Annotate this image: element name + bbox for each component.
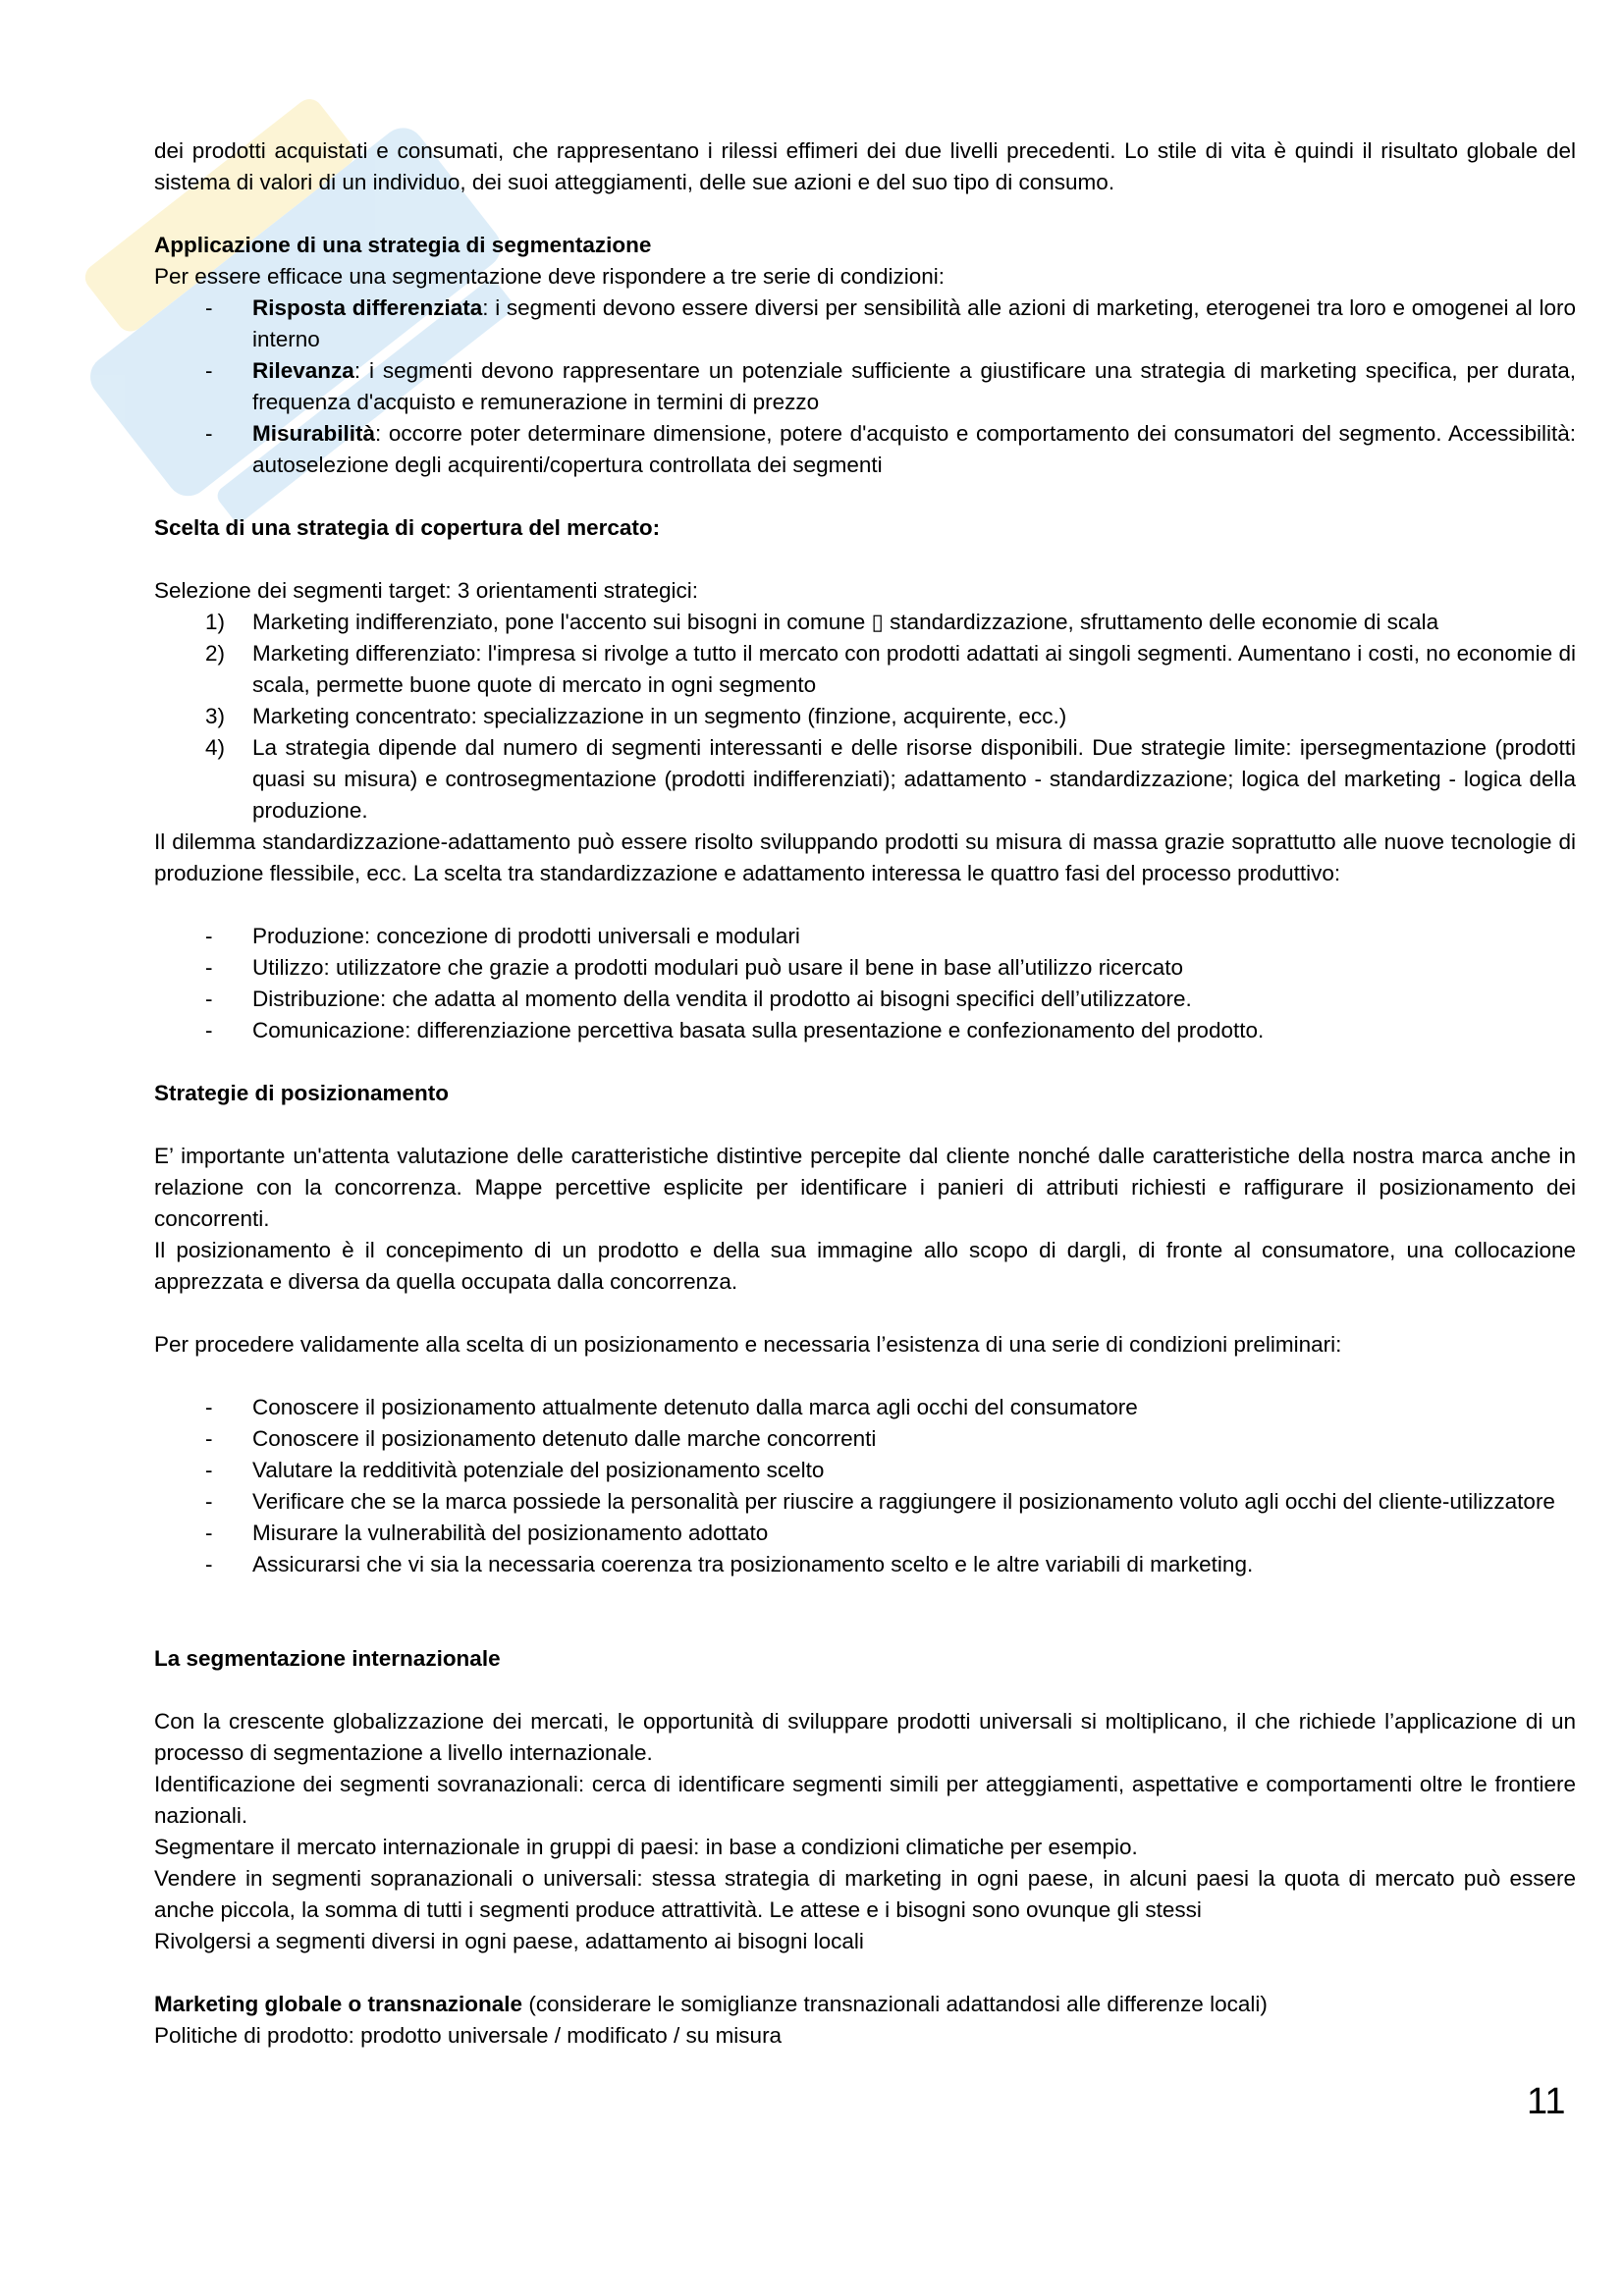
list-item: - Conoscere il posizionamento attualmente detenuto dalla marca agli occhi del consumatore [154,1392,1576,1423]
international-line: Segmentare il mercato internazionale in gruppi di paesi: in base a condizioni climatiche per esempio. [154,1835,1138,1859]
list-item: - Rilevanza: i segmenti devono rappresentare un potenziale sufficiente a giustificare una strategia di marketing specifica, per durata, frequenza d'acquisto e remunerazione in termini di prezzo [154,355,1576,418]
phases-list [154,921,1576,1046]
coverage-lead: Selezione dei segmenti target: 3 orientamenti strategici: [154,578,699,603]
strategies-list [154,607,1576,827]
preconditions-list [154,1392,1576,1580]
international-line: Identificazione dei segmenti sovranazionali: cerca di identificare segmenti simili per atteggiamenti, aspettative e comportamenti oltre le frontiere nazionali. [154,1772,1576,1828]
list-item: - Utilizzo: utilizzatore che grazie a prodotti modulari può usare il bene in base all’utilizzo ricercato [154,952,1576,984]
segmentation-lead: Per essere efficace una segmentazione deve rispondere a tre serie di condizioni: [154,264,946,289]
list-item: - Misurare la vulnerabilità del posizionamento adottato [154,1518,1576,1549]
intro-paragraph: dei prodotti acquistati e consumati, che rappresentano i rilessi effimeri dei due livelli precedenti. Lo stile di vita è quindi il risultato globale del sistema di valori di un individuo, dei suoi atteggiamenti, delle sue azioni e del suo tipo di consumo. [154,138,1576,194]
heading-global-marketing: Marketing globale o transnazionale [154,1992,523,2016]
heading-positioning: Strategie di posizionamento [154,1081,450,1105]
list-item: - Distribuzione: che adatta al momento della vendita il prodotto ai bisogni specifici dell’utilizzatore. [154,984,1576,1015]
global-marketing-line: Marketing globale o transnazionale (considerare le somiglianze transnazionali adattandosi alle differenze locali) [154,1992,1268,2016]
list-item: - Comunicazione: differenziazione percettiva basata sulla presentazione e confezionamento del prodotto. [154,1015,1576,1046]
heading-segmentation-strategy: Applicazione di una strategia di segmentazione [154,233,652,257]
positioning-paragraph-2: Il posizionamento è il concepimento di un prodotto e della sua immagine allo scopo di dargli, di fronte al consumatore, una collocazione apprezzata e diversa da quella occupata dalla concorrenza. [154,1238,1576,1294]
international-line: Con la crescente globalizzazione dei mercati, le opportunità di sviluppare prodotti universali si moltiplicano, il che richiede l’applicazione di un processo di segmentazione a livello internazionale. [154,1709,1576,1765]
list-item: - Valutare la redditività potenziale del posizionamento scelto [154,1455,1576,1486]
page-number: 11 [1527,2081,1566,2122]
document-page [154,135,1576,2052]
product-policies-line: Politiche di prodotto: prodotto universale / modificato / su misura [154,2023,783,2048]
heading-market-coverage: Scelta di una strategia di copertura del mercato: [154,515,661,540]
positioning-paragraph-3: Per procedere validamente alla scelta di un posizionamento e necessaria l’esistenza di una serie di condizioni preliminari: [154,1332,1342,1357]
list-item: 4) La strategia dipende dal numero di segmenti interessanti e delle risorse disponibili. Due strategie limite: ipersegmentazione (prodotti quasi su misura) e controsegmentazione (prodotti indifferenziati); adattamento - standardizzazione; logica del marketing - logica della produzione. [205,735,1576,823]
list-item: - Conoscere il posizionamento detenuto dalle marche concorrenti [154,1423,1576,1455]
dilemma-paragraph: Il dilemma standardizzazione-adattamento può essere risolto sviluppando prodotti su misura di massa grazie soprattutto alle nuove tecnologie di produzione flessibile, ecc. La scelta tra standardizzazione e adattamento interessa le quattro fasi del processo produttivo: [154,829,1576,885]
list-item: 2) Marketing differenziato: l'impresa si rivolge a tutto il mercato con prodotti adattati ai singoli segmenti. Aumentano i costi, no economie di scala, permette buone quote di mercato in ogni segmento [205,641,1576,697]
list-item: 3) Marketing concentrato: specializzazione in un segmento (finzione, acquirente, ecc.) [205,704,1067,728]
international-line: Rivolgersi a segmenti diversi in ogni paese, adattamento ai bisogni locali [154,1929,864,1953]
list-item: - Assicurarsi che vi sia la necessaria coerenza tra posizionamento scelto e le altre variabili di marketing. [154,1549,1576,1580]
list-item: 1) Marketing indifferenziato, pone l'accento sui bisogni in comune ▯ standardizzazione, sfruttamento delle economie di scala [205,610,1439,634]
list-item: - Produzione: concezione di prodotti universali e modulari [154,921,1576,952]
positioning-paragraph-1: E’ importante un'attenta valutazione delle caratteristiche distintive percepite dal cliente nonché dalle caratteristiche della nostra marca anche in relazione con la concorrenza. Mappe percettive esplicite per identificare i panieri di attributi richiesti e raffigurare il posizionamento dei concorrenti. [154,1144,1576,1231]
heading-international: La segmentazione internazionale [154,1646,501,1671]
international-line: Vendere in segmenti sopranazionali o universali: stessa strategia di marketing in ogni paese, in alcuni paesi la quota di mercato può essere anche piccola, la somma di tutti i segmenti produce attrattività. Le attese e i bisogni sono ovunque gli stessi [154,1866,1576,1922]
list-item: - Risposta differenziata: i segmenti devono essere diversi per sensibilità alle azioni di marketing, eterogenei tra loro e omogenei al loro interno [154,293,1576,355]
conditions-list [154,293,1576,481]
list-item: - Verificare che se la marca possiede la personalità per riuscire a raggiungere il posizionamento voluto agli occhi del cliente-utilizzatore [154,1486,1576,1518]
list-item: - Misurabilità: occorre poter determinare dimensione, potere d'acquisto e comportamento dei consumatori del segmento. Accessibilità: autoselezione degli acquirenti/copertura controllata dei segmenti [154,418,1576,481]
